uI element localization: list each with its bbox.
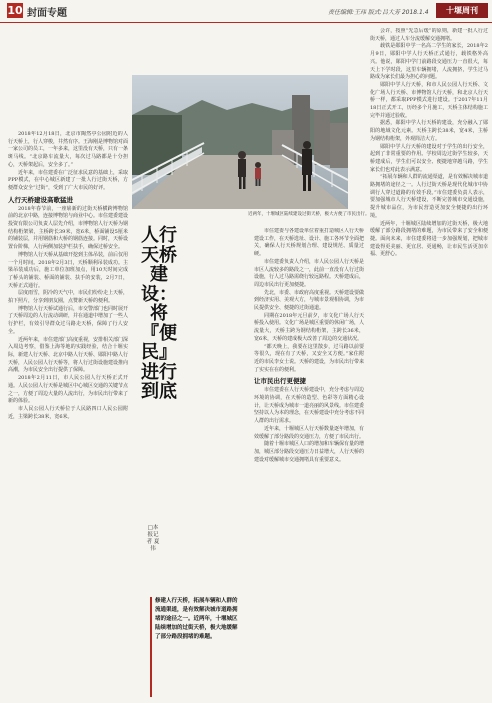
article-paragraph: “都天晚上，我要在这里散步，过马路以前要等很久，现在有了天桥，又安全又方便。”家住附近的市民李女士说。天桥的建设，为市民出行带来了实实在在的便利。	[254, 343, 364, 373]
article-paragraph: 2018年春节前，一座崭新的过街天桥横跨博物馆前的北京中路，连接博物馆与商业中心。市住建委建设投资有限公司负责人层先介绍，市博物馆人行天桥为钢结构桁架梁，主桥跨长39米，宽6米，桥面铺设5厘米的铺装层，并用钢筋和大桥的钢筋连接。同时，天桥设置台阶梯，人行两侧加装护栏扶手，确保过桥安全。	[8, 205, 128, 251]
article-paragraph: 载铁是郧阳中学一名高二学生的家长，2018年2月9日，郧阳中学人行天桥正式通行，载铁格外高兴。他说，郧阳中学门前路段交通压力一直很大，每天上下学时段，这里车辆拥堵，人流拥挤，学生过马路成为家长们最为担心的问题。	[370, 43, 488, 81]
article-paragraph: 先北，市委、市政府高度重视。天桥建设要做到经济实用、美观大方，与城市景观相协调，为市民提供安全、便捷的过街通道。	[254, 289, 364, 312]
photo-caption: 近两年，十堰城区陆续建设过街天桥，极大方便了市民出行。	[248, 212, 370, 217]
section-title: 封面专题	[27, 8, 67, 19]
article-paragraph: 郧阳中学人行天桥的建设对于学生的出行安全，起到了非常重要的作用。学校周边过街学生较多，天桥建成后，学生们可以安全、便捷地穿越马路，学生家长们也对此表示满意。	[370, 143, 488, 173]
article-paragraph: 2018年2月11日，市人民公园人行天桥正式开通。人民公园人行天桥是城区中心城区交通的关键节点之一，方便了周边大量的人流出行，为市民出行带来了新的体验。	[8, 375, 128, 405]
bridge-photo	[132, 75, 348, 209]
summary-accent-bar	[150, 597, 152, 697]
article-paragraph: 近年来，十堰城区人行天桥数量逐年增加，有效缓解了部分路段的交通压力，方便了市民出行。	[254, 425, 364, 440]
section-heading: 人行天桥建设高歌猛进	[8, 195, 73, 204]
article-summary: 修建人行天桥，拓展车辆和人群的流通渠道，是有效解决城市道路拥堵的途径之一。近两年，十堰城区陆续增加的过街天桥，极大地缓解了部分路段拥堵的难题。	[155, 598, 238, 640]
article-paragraph: 随着十堰市城区人口的增加和车辆保有量的增加，城区部分路段交通压力日益增大，人行天桥的建设对缓解城市交通拥堵具有重要意义。	[254, 441, 364, 463]
article-paragraph: 近两年，十堰城区陆续增加的过街天桥，极大地缓解了部分路段拥堵的难题，为市民带来了安全和便捷。面向未来，市住建委将进一步加强规划，把城市建设得更美丽、更宜居、更通畅，让市民生活更加幸福、更舒心。	[370, 220, 488, 258]
bridge-photo-illustration	[132, 75, 348, 209]
article-paragraph: 层度雨雪，阴冷的天气中，市民们纷纷走上天桥，拍下照片，分享到朋友圈，点赞新天桥的便利。	[8, 290, 128, 305]
section-heading: 让市民出行更便捷	[254, 377, 306, 386]
article-byline: □本报记者 夏伟	[146, 525, 160, 552]
article-paragraph: 市住建委负责人介绍，市人民公园人行天桥是市区人流较多的路段之一，此前一直没有人行过街设施，行人过马路需绕行较远路程。天桥建成后，周边市民出行更加便捷。	[254, 258, 364, 288]
publication-logo: 十堰周刊	[436, 3, 488, 18]
article-paragraph: 市人民公园人行天桥位于人民路四口人民公园附近，主梁跨长38米，宽6米。	[8, 405, 128, 420]
article-column-2	[254, 228, 364, 701]
article-title: 人行天桥建设：将『便民』进行到底	[141, 225, 177, 402]
article-paragraph: 2018年12月18日，北京市陶然亭公园附近的人行天桥上，行人穿梭，井然有序。王海刚是博物馆对面一家公司的员工，一年多来，这里没有天桥，只有一条斑马线。“北京路车流量大，每次过马路都是十分担心，天桥架起后，安全多了。”	[8, 131, 128, 168]
article-column-1	[8, 131, 128, 701]
article-paragraph: 郧阳中学人行天桥，和市人民公园人行天桥、文化广场人行天桥、市博物馆人行天桥，和北京人行天桥一样，都采取PPP模式进行建设。于2017年11月18日正式开工，历经多个月施工，天桥主体结构施工完毕并通过验收。	[370, 81, 488, 119]
page-number: 10	[7, 4, 23, 17]
article-paragraph: 近年来，市住建委在广泛征求民意的基础上，采取PPP模式，在中心城区新建了一批人行过街天桥，方便群众安全“过街”，受到了广大市民的好评。	[8, 169, 128, 191]
article-paragraph: 博物馆人行天桥试通行后，市交警部门也同时展开了天桥周边的人行流动调研，并在通道中增加了一些人行护栏，有效引导群众过马路走天桥，保障了行人安全。	[8, 305, 128, 335]
article-paragraph: 会许，按照“先急后缓”的原则，新建一批人行过街天桥，通过人车分流缓解交通拥堵。	[370, 28, 488, 42]
article-paragraph: 博物馆人行天桥从基础开挖到主体吊装，前后仅用一个月时间。2018年2月3日，天桥顺利吊装成功。主梁吊装成功后，施工单位加班加点，用10天时间完成了桥头的铺装、桥面的铺装、扶手的安装，2月7日，天桥正式通行。	[8, 251, 128, 289]
article-paragraph: 据悉，郧阳中学人行天桥的建设，充分融入了郧阳的地域文化元素。天桥主跨长38米，宽4米，主桥为钢结构桁架，外观简洁大方。	[370, 120, 488, 142]
page-header	[0, 0, 492, 23]
article-paragraph: 近两年来，市住建部门高度重视，安排相关部门深入周边考察，借鉴上海等地的实践经验，结合十堰实际，新建人行天桥、北京中路人行天桥、郧阳中路人行天桥，人民公园人行天桥等，将人行过街设施建设推向高潮，为市民安全出行提供了保障。	[8, 336, 128, 374]
editor-info: 责任编辑:王玮 版式:吕大芳 2018.1.4	[328, 9, 429, 16]
article-paragraph: 同期在2018年元旦前夕，市文化广场人行天桥投入使用。文化广场是城区重要的休闲广场，人流量大，天桥主跨为钢结构桁架，主跨长36米，宽6米，天桥的建成极大改善了周边的交通状况。	[254, 312, 364, 342]
article-paragraph: “拓展车辆和人群的流通渠道，是有效解决城市道路拥堵的途径之一。人行过街天桥是现代化城市中协调行人穿过道路的有效手段。”市住建委负责人表示，要加强城市人行天桥建设，不断完善城市交通设施，提升城市品位，为市民营造更加安全便捷的出行环境。	[370, 174, 488, 219]
article-column-3	[370, 28, 488, 701]
article-paragraph: 市住建委在人行天桥建设中，充分考虑与周边环境的协调，在天桥的造型、色彩等方面精心设计，让天桥成为城市一道亮丽的风景线。市住建委坚持以人为本的理念，在天桥建设中充分考虑不同人群的出行需求。	[254, 387, 364, 425]
article-paragraph: 市住建委与各建设单位着重打造城区人行天桥建设工作，在天桥选址、设计、施工各环节全面把关，确保人行天桥规划合理、建设规范、质量过硬。	[254, 228, 364, 258]
